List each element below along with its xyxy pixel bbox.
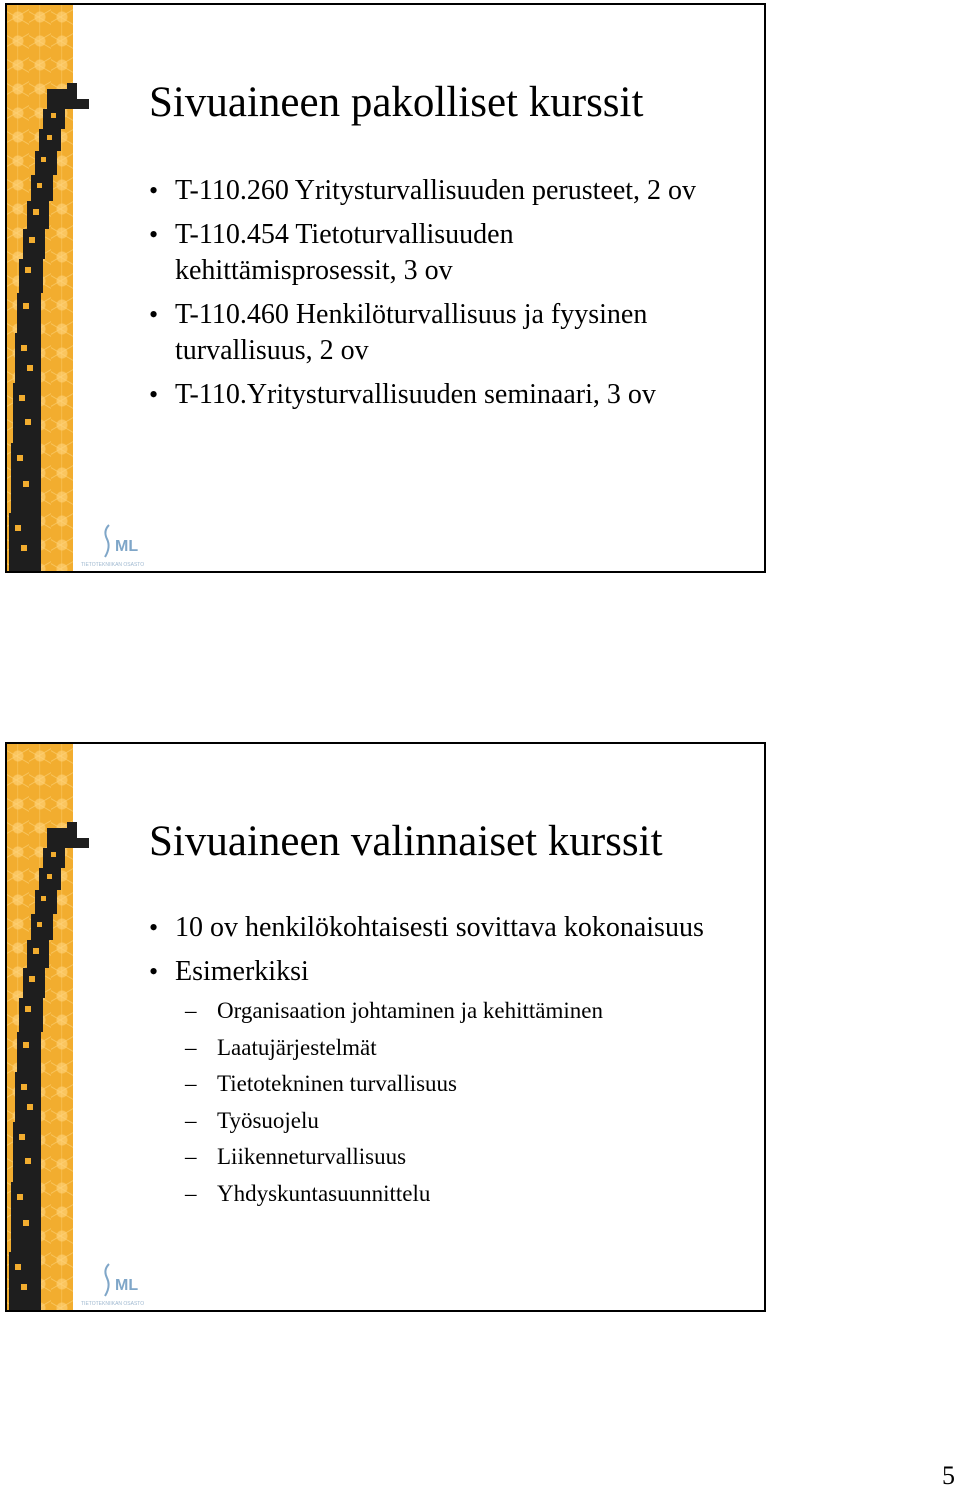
sub-item-text: Tietotekninen turvallisuus [217, 1071, 458, 1096]
list-item [149, 297, 729, 369]
bullet-text: T-110.260 Yritysturvallisuuden perusteet, 2 ov [175, 175, 697, 206]
sub-item-text: Työsuojelu [217, 1107, 319, 1133]
giraffe-icon [7, 5, 97, 571]
page-number: 5 [942, 1461, 955, 1490]
logo-caption: TIETOTEKNIIKAN OSASTO [81, 562, 145, 568]
bullet-icon: • [149, 220, 159, 249]
logo-text: ML [115, 1277, 139, 1294]
dash-icon: – [185, 1071, 197, 1096]
sub-item-text: Laatujärjestelmät [217, 1034, 377, 1060]
giraffe-icon [7, 744, 97, 1310]
sub-item-text: Yhdyskuntasuunnittelu [217, 1180, 431, 1206]
slide-2 [5, 742, 766, 1312]
bullet-list [149, 910, 729, 1220]
dash-icon: – [185, 998, 197, 1023]
list-item [149, 954, 729, 1212]
bullet-icon: • [149, 380, 159, 409]
bullet-text: T-110.Yritysturvallisuuden seminaari, 3 ov [175, 379, 656, 410]
bullet-text: T-110.454 Tietoturvallisuuden kehittämisprosessit, 3 ov [175, 219, 514, 286]
list-item [149, 173, 729, 209]
bullet-icon: • [149, 176, 159, 205]
slide-title: Sivuaineen pakolliset kurssit [149, 79, 644, 126]
dash-icon: – [185, 1034, 197, 1060]
ml-logo-icon [79, 521, 179, 569]
logo-caption: TIETOTEKNIIKAN OSASTO [81, 1301, 145, 1307]
sub-list-item [185, 1066, 729, 1103]
dash-icon: – [185, 1180, 197, 1206]
sub-list-item [185, 1030, 729, 1067]
ml-logo-icon [79, 1260, 179, 1308]
bullet-text: 10 ov henkilökohtaisesti sovittava kokonaisuus [175, 912, 704, 943]
sub-list [185, 993, 729, 1212]
slide-title: Sivuaineen valinnaiset kurssit [149, 818, 663, 865]
sub-list-item [185, 1176, 729, 1213]
sub-list-item [185, 993, 729, 1030]
list-item [149, 217, 729, 289]
list-item [149, 377, 729, 413]
list-item [149, 910, 729, 946]
slide-1 [5, 3, 766, 573]
sub-item-text: Organisaation johtaminen ja kehittäminen [217, 998, 604, 1023]
sub-item-text: Liikenneturvallisuus [217, 1144, 407, 1169]
sub-list-item [185, 1103, 729, 1140]
bullet-list [149, 173, 729, 421]
sub-list-item [185, 1139, 729, 1176]
dash-icon: – [185, 1144, 197, 1169]
bullet-text: Esimerkiksi [175, 956, 309, 987]
logo-text: ML [115, 538, 139, 555]
bullet-icon: • [149, 957, 159, 986]
bullet-icon: • [149, 913, 159, 942]
bullet-icon: • [149, 300, 159, 329]
bullet-text: T-110.460 Henkilöturvallisuus ja fyysinen turvallisuus, 2 ov [175, 299, 648, 366]
dash-icon: – [185, 1107, 197, 1133]
